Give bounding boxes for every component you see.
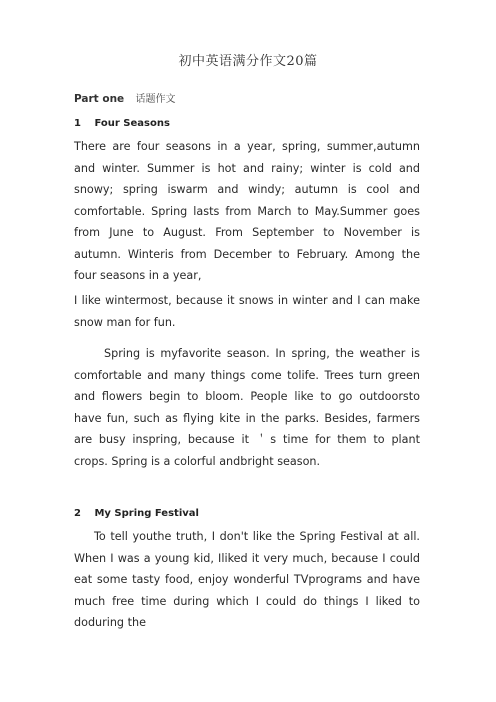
- paragraph: Spring is myfavorite season. In spring, the weather is comfortable and many things come tolife. Trees turn green and flowers begin to bloom. People like to go outdoorsto have fun, such as flying kite in the parks. Besides, farmers are busy inspring, because it ＇s time for them to plant crops. Spring is a colorful andbright season.: [74, 347, 420, 468]
- part-heading: [74, 90, 176, 105]
- section-heading: [74, 118, 170, 129]
- part-subtitle: 话题作文: [135, 94, 176, 105]
- section-number: 2: [74, 508, 81, 519]
- paragraph: There are four seasons in a year, spring, summer,autumn and winter. Summer is hot and rainy; winter is cold and snowy; spring iswarm and windy; autumn is cool and comfortable. Spring lasts from March to May.Summer goes from June to August. From September to November is autumn. Winteris from December to February. Among the four seasons in a year,: [74, 140, 420, 282]
- section-number: 1: [74, 118, 81, 129]
- paragraph: I like wintermost, because it snows in winter and I can make snow man for fun.: [74, 294, 420, 329]
- section-title: Four Seasons: [94, 118, 170, 129]
- part-label: Part one: [74, 93, 125, 105]
- section-title: My Spring Festival: [94, 508, 199, 519]
- section-heading: [74, 508, 199, 519]
- paragraph: To tell youthe truth, I don't like the Spring Festival at all. When I was a young kid, Iliked it very much, because I could eat some tasty food, enjoy wonderful TVprograms and have much free time during which I could do things I liked to doduring the: [74, 530, 420, 629]
- document-title: 初中英语满分作文20篇: [178, 54, 318, 69]
